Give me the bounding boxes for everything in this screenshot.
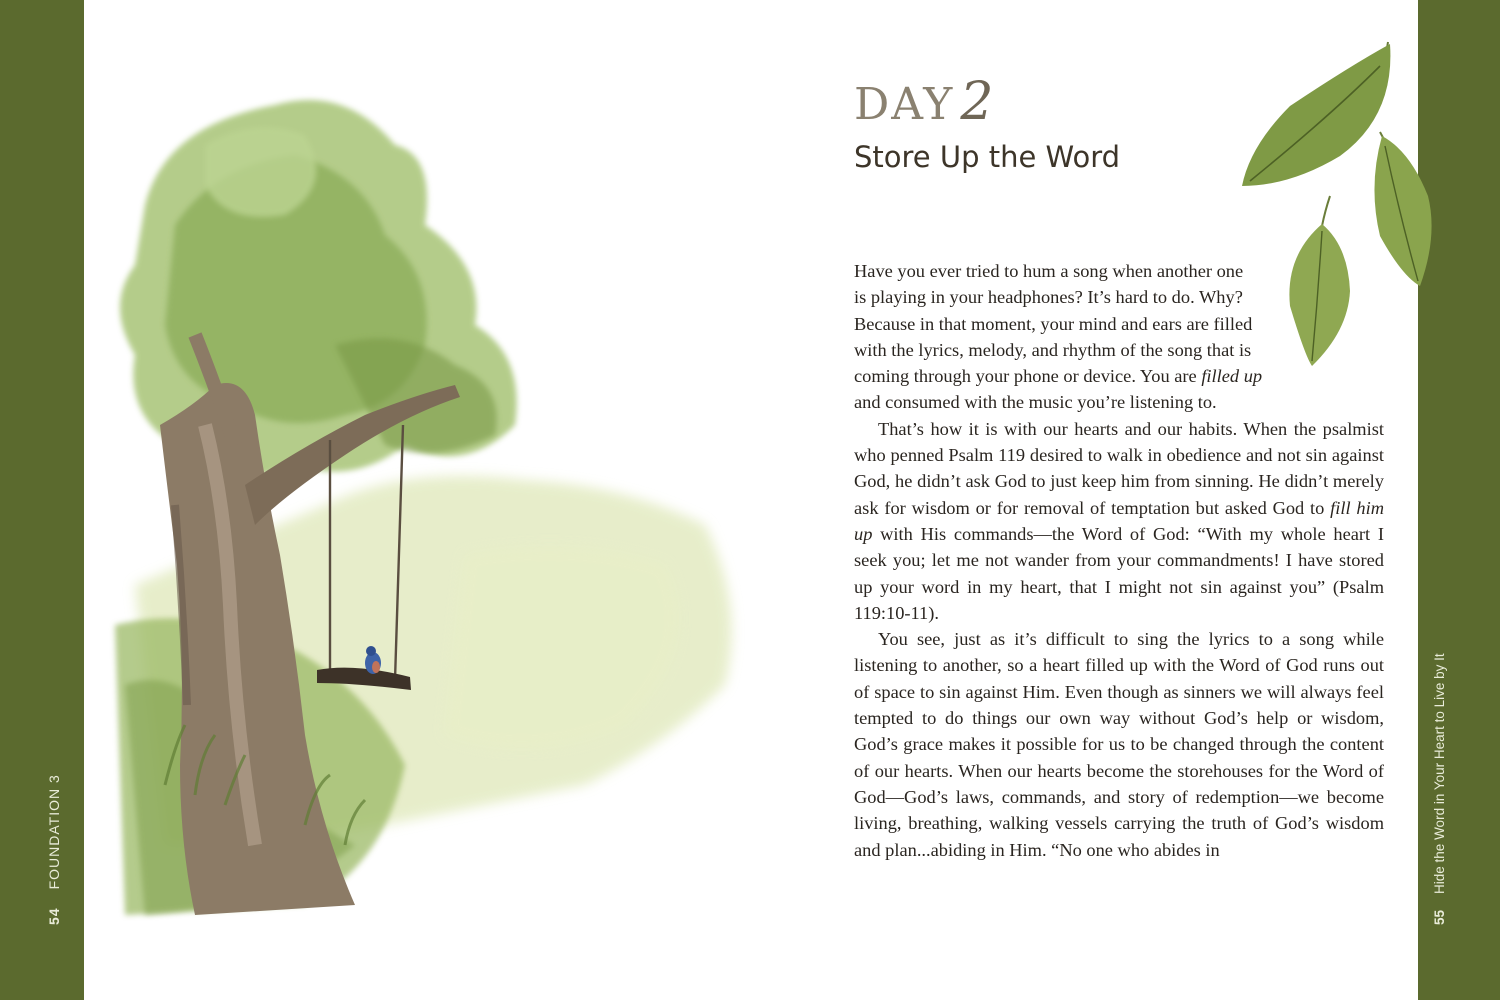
paragraph-1-line-5: coming through your phone or device. You are [854,366,1202,387]
chapter-label: Hide the Word in Your Heart to Live by It [1432,653,1447,894]
paragraph-1-line-3: Because in that moment, your mind and ears are filled [854,313,1253,334]
paragraph-1 [854,258,1294,416]
page-number-left: 54 [46,907,62,925]
paragraph-1-line-6: and consumed with the music you’re listening to. [854,392,1217,413]
page-title: Store Up the Word [854,140,1121,174]
day-label: DAY [854,79,955,130]
paragraph-3: You see, just as it’s difficult to sing the lyrics to a song while listening to another, so a heart filled up with the Word of God runs out of space to sin against Him. Even though as sinners we will always feel tempted to do things our own way without God’s help or wisdom, God’s grace makes it possible for us to be changed through the content of our hearts. When our hearts become the storehouses for the Word of God—God’s laws, commands, and story of redemption—we become living, breathing, walking vessels carrying the truth of God’s wisdom and plan...abiding in Him. “No one who abides in [854,629,1384,860]
emphasis-filled-up: filled up [1201,366,1263,387]
paragraph-1-line-4: with the lyrics, melody, and rhythm of the song that is [854,339,1252,360]
paragraph-2-after: with His commands—the Word of God: “With my whole heart I seek you; let me not wander from your commandments! I have stored up your word in my heart, that I might not sin against you” (Psalm 119:10-11). [854,523,1384,623]
day-heading [854,72,995,132]
day-number: 2 [960,72,996,132]
paragraph-2 [854,416,1384,626]
tree-swing-watercolor-illustration [105,85,765,925]
page-number-right: 55 [1432,909,1447,925]
left-running-head [46,774,62,925]
paragraph-1-line-1: Have you ever tried to hum a song when another one [854,261,1244,281]
paragraph-2-before: That’s how it is with our hearts and our habits. When the psalmist who penned Psalm 119 desired to walk in obedience and not sin against God, he didn’t ask God to just keep him from sinning. He didn’t merely ask for wisdom or for removal of temptation but asked God to [854,418,1384,518]
right-running-head [1432,653,1447,925]
emphasis-fill-him-up: fill him up [854,497,1384,544]
left-margin-band [0,0,84,1000]
paragraph-1-line-2: is playing in your headphones? It’s hard to do. Why? [854,287,1243,308]
section-label: FOUNDATION 3 [46,774,62,890]
body-text [854,258,1384,863]
